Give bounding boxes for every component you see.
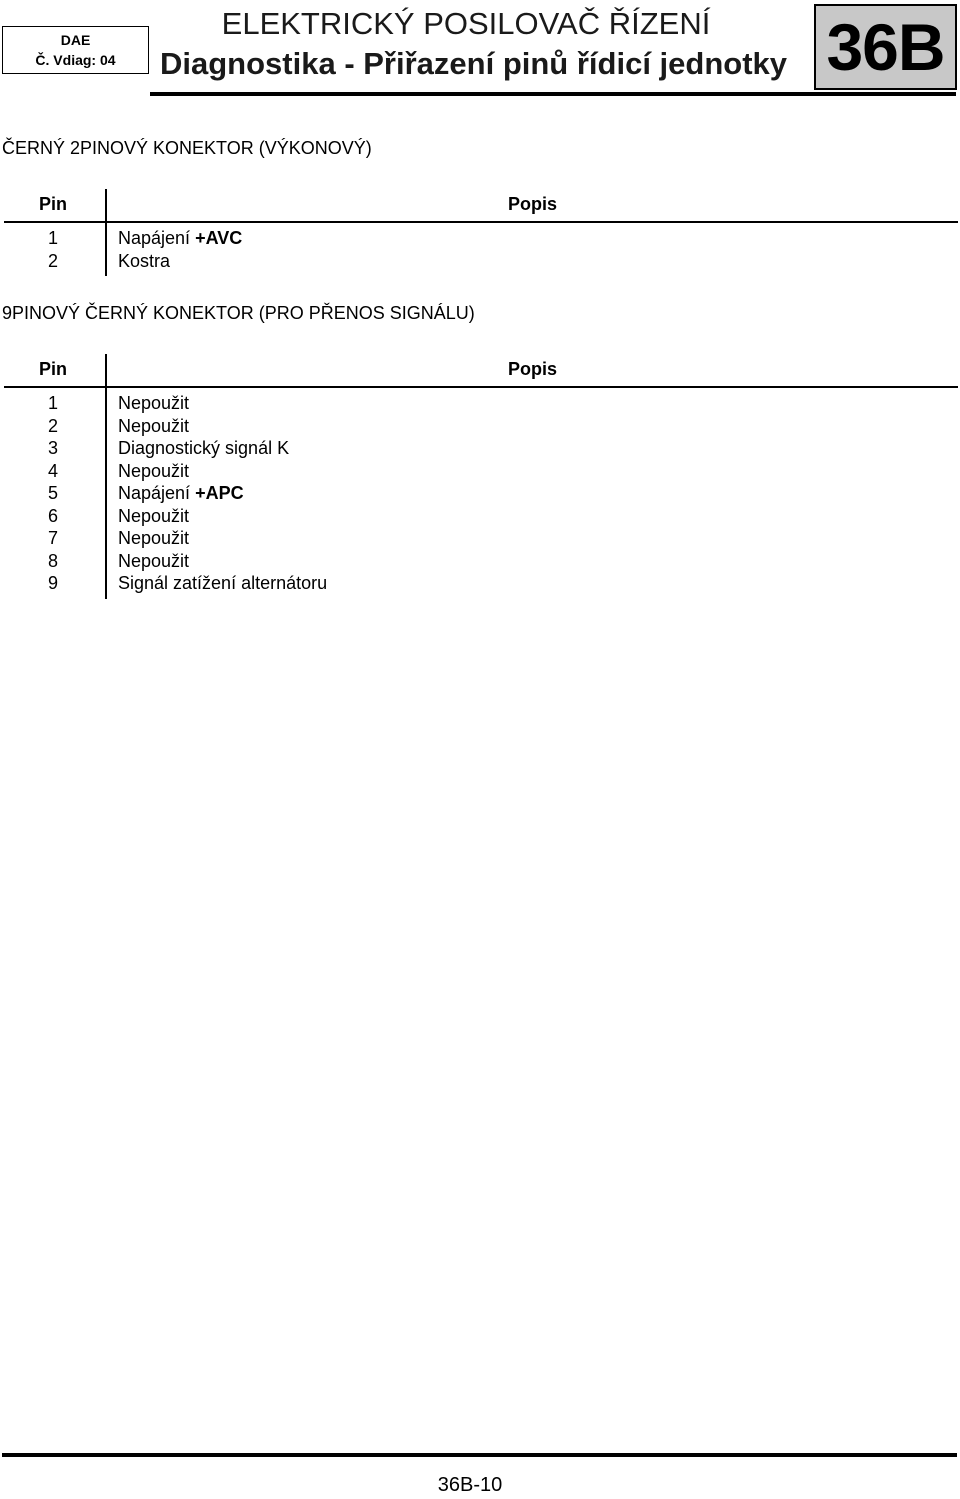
pin-description: Nepoužit: [118, 550, 190, 571]
pin-description: Nepoužit: [118, 505, 190, 526]
table-header: [0, 354, 958, 388]
header-divider: [150, 92, 956, 96]
footer-divider: [2, 1453, 957, 1457]
pin-number: 2: [47, 415, 58, 436]
page-title: ELEKTRICKÝ POSILOVAČ ŘÍZENÍ: [221, 6, 711, 41]
chapter-badge: 36B: [814, 4, 957, 90]
pin-number: 1: [47, 228, 58, 248]
pin-number: 7: [47, 528, 58, 548]
table-row: [0, 227, 958, 250]
pin-description: Napájení +AVC: [118, 228, 243, 248]
page-number: 36B-10: [437, 1474, 503, 1496]
pin-description: Kostra: [118, 250, 171, 271]
pin-number: 9: [47, 573, 58, 593]
code-line-1: DAE: [60, 32, 91, 48]
pin-description: Nepoužit: [118, 393, 190, 413]
table-row: [0, 550, 958, 573]
section-title-power-connector: ČERNÝ 2PINOVÝ KONEKTOR (VÝKONOVÝ): [2, 138, 372, 158]
pin-number: 8: [47, 550, 58, 571]
column-header-pin: Pin: [38, 359, 67, 379]
table-row: [0, 505, 958, 528]
pin-description: Napájení +APC: [118, 483, 244, 503]
pin-number: 1: [47, 393, 58, 413]
pin-description: Diagnostický signál K: [118, 438, 290, 458]
column-header-pin: Pin: [38, 194, 67, 214]
pin-description: Nepoužit: [118, 415, 190, 436]
page-subtitle: Diagnostika - Přiřazení pinů řídicí jednotky: [160, 46, 788, 81]
table-signal-connector: [0, 354, 958, 599]
pin-description: Signál zatížení alternátoru: [118, 573, 328, 593]
table-row: [0, 482, 958, 505]
column-header-description: Popis: [507, 194, 557, 214]
column-header-description: Popis: [507, 359, 557, 379]
table-body: [0, 388, 958, 599]
table-header: [0, 189, 958, 223]
pin-description: Nepoužit: [118, 460, 190, 481]
table-body: [0, 223, 958, 276]
pin-number: 3: [47, 438, 58, 458]
pin-number: 6: [47, 505, 58, 526]
table-row: [0, 527, 958, 550]
table-row: [0, 415, 958, 438]
pin-description: Nepoužit: [118, 528, 190, 548]
table-row: [0, 460, 958, 483]
table-power-connector: [0, 189, 958, 276]
table-row: [0, 572, 958, 595]
table-row: [0, 392, 958, 415]
table-row: [0, 437, 958, 460]
vdiag-code-box: [2, 26, 149, 74]
pin-number: 2: [47, 250, 58, 271]
pin-number: 4: [47, 460, 58, 481]
pin-number: 5: [47, 483, 58, 503]
section-title-signal-connector: 9PINOVÝ ČERNÝ KONEKTOR (PRO PŘENOS SIGNÁLU): [2, 303, 475, 323]
code-line-2: Č. Vdiag: 04: [35, 52, 116, 68]
table-row: [0, 250, 958, 273]
